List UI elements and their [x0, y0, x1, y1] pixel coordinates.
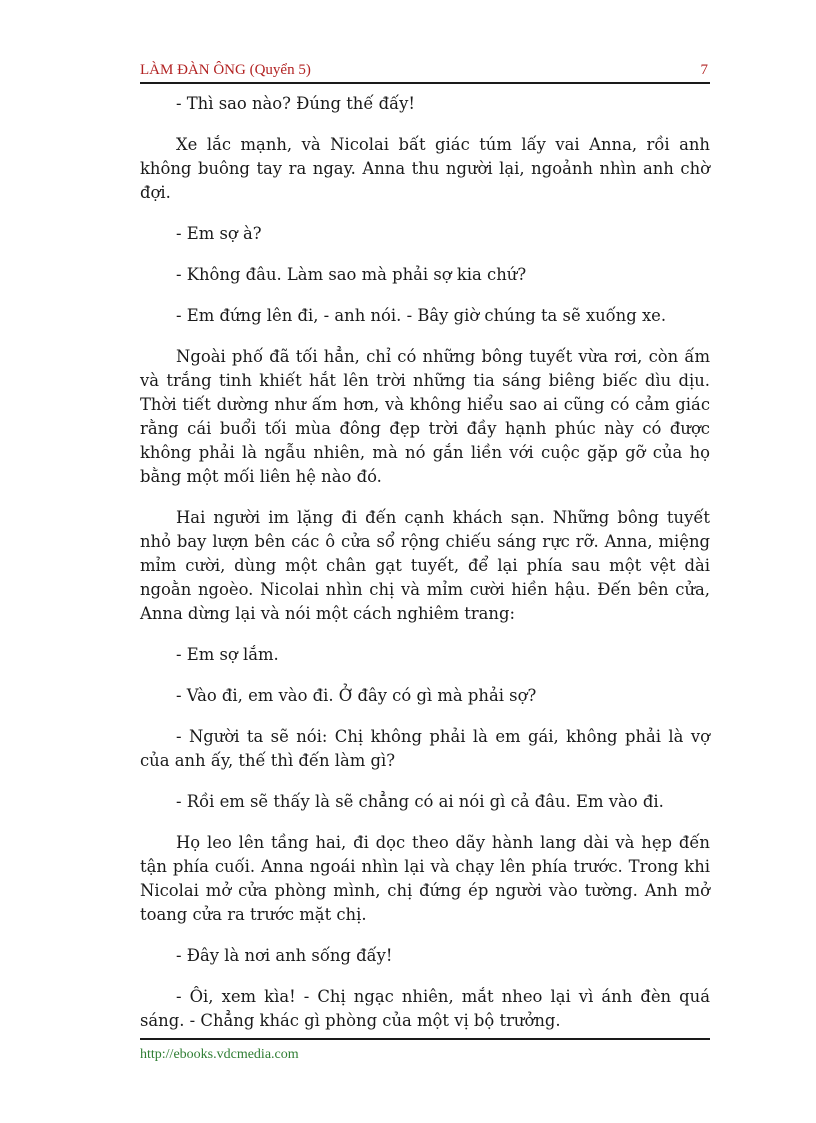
paragraph: - Người ta sẽ nói: Chị không phải là em gái, không phải là vợ của anh ấy, thế thì đến làm gì? — [140, 727, 710, 770]
paragraph: - Rồi em sẽ thấy là sẽ chẳng có ai nói gì cả đâu. Em vào đi. — [176, 792, 664, 811]
paragraph: Xe lắc mạnh, và Nicolai bất giác túm lấy vai Anna, rồi anh không buông tay ra ngay. Anna thu người lại, ngoảnh nhìn anh chờ đợi. — [140, 135, 710, 202]
body-text — [140, 92, 710, 1050]
paragraph: - Ôi, xem kìa! - Chị ngạc nhiên, mắt nheo lại vì ánh đèn quá sáng. - Chẳng khác gì phòng của một vị bộ trưởng. — [140, 987, 710, 1030]
book-title: LÀM ĐÀN ÔNG (Quyển 5) — [140, 62, 311, 78]
page-number: 7 — [700, 62, 708, 78]
paragraph: - Không đâu. Làm sao mà phải sợ kia chứ? — [176, 265, 527, 284]
footer-divider — [140, 1038, 710, 1040]
paragraph: - Thì sao nào? Đúng thế đấy! — [176, 94, 416, 113]
page-header — [140, 60, 710, 84]
paragraph: Hai người im lặng đi đến cạnh khách sạn. Những bông tuyết nhỏ bay lượn bên các ô cửa sổ rộng chiếu sáng rực rỡ. Anna, miệng mỉm cười, dùng một chân gạt tuyết, để lại phía sau một vệt dài ngoằn ngoèo. Nicolai nhìn chị và mỉm cười hiền hậu. Đến bên cửa, Anna dừng lại và nói một cách nghiêm trang: — [140, 508, 710, 623]
paragraph: - Đây là nơi anh sống đấy! — [176, 946, 393, 965]
paragraph: - Vào đi, em vào đi. Ở đây có gì mà phải sợ? — [176, 686, 537, 705]
paragraph: - Em sợ à? — [176, 224, 262, 243]
paragraph: Ngoài phố đã tối hẳn, chỉ có những bông tuyết vừa rơi, còn ấm và trắng tinh khiết hắt lên trời những tia sáng biêng biếc dìu dịu. Thời tiết dường như ấm hơn, và không hiểu sao ai cũng có cảm giác rằng cái buổi tối mùa đông đẹp trời đầy hạnh phúc này có được không phải là ngẫu nhiên, mà nó gắn liền với cuộc gặp gỡ của họ bằng một mối liên hệ nào đó. — [140, 347, 710, 486]
paragraph: Họ leo lên tầng hai, đi dọc theo dãy hành lang dài và hẹp đến tận phía cuối. Anna ngoái nhìn lại và chạy lên phía trước. Trong khi Nicolai mở cửa phòng mình, chị đứng ép người vào tường. Anh mở toang cửa ra trước mặt chị. — [140, 833, 710, 924]
paragraph: - Em đứng lên đi, - anh nói. - Bây giờ chúng ta sẽ xuống xe. — [176, 306, 667, 325]
footer-link[interactable]: http://ebooks.vdcmedia.com — [140, 1047, 299, 1062]
paragraph: - Em sợ lắm. — [176, 645, 279, 664]
